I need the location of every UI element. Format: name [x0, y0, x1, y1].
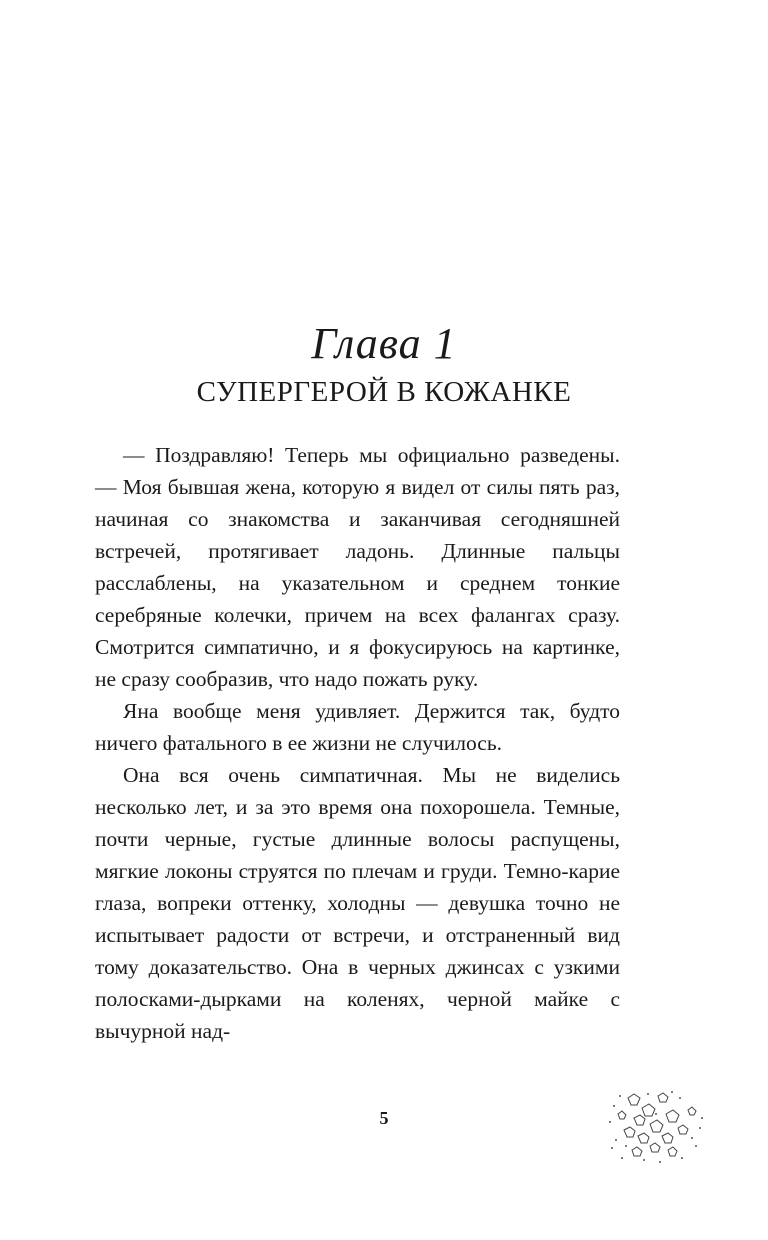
chapter-label: Глава 1 — [311, 319, 457, 368]
body-text — [95, 439, 620, 1047]
paragraph: Она вся очень симпатичная. Мы не виделись несколько лет, и за это время она похорошела. Темные, почти черные, густые длинные волосы распущены, мягкие локоны струятся по плечам и груди. Темно-карие глаза, вопреки оттенку, холодны — девушка точно не испытывает радости от встречи, и отстраненный вид тому доказательство. Она в черных джинсах с узкими полосками-дырками на коленях, черной майке с вычурной над- — [95, 763, 620, 1043]
paragraph: — Поздравляю! Теперь мы официально разведены. — Моя бывшая жена, которую я видел от силы пять раз, начиная со знакомства и заканчивая сегодняшней встречей, протягивает ладонь. Длинные пальцы расслаблены, на указательном и среднем тонкие серебряные колечки, причем на всех фалангах сразу. Смотрится симпатично, и я фокусируюсь на картинке, не сразу сообразив, что надо пожать руку. — [95, 443, 620, 691]
chapter-title: СУПЕРГЕРОЙ В КОЖАНКЕ — [196, 376, 572, 408]
paragraph: Яна вообще меня удивляет. Держится так, будто ничего фатального в ее жизни не случилось. — [95, 699, 620, 755]
page-number: 5 — [379, 1108, 389, 1128]
gem-cluster-ornament-icon — [604, 1088, 708, 1168]
